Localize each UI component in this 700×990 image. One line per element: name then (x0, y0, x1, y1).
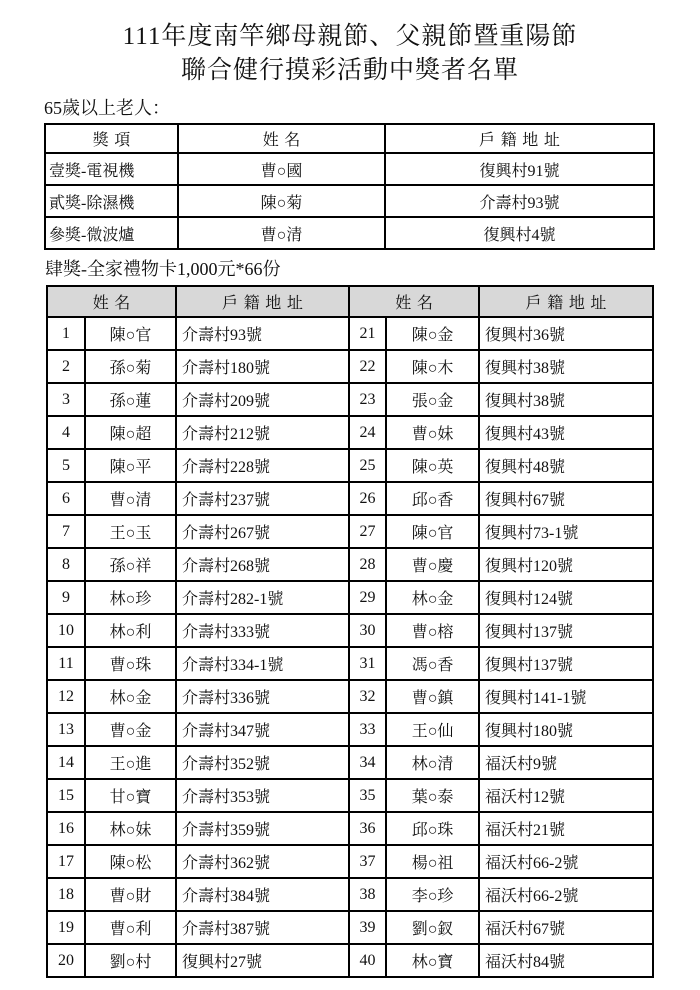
winner-name: 陳○官 (85, 317, 176, 350)
winner-number: 38 (349, 878, 386, 911)
winner-name: 葉○泰 (386, 779, 479, 812)
winner-name: 張○金 (386, 383, 479, 416)
winner-address: 復興村124號 (479, 581, 653, 614)
winner-name: 王○進 (85, 746, 176, 779)
winner-number: 35 (349, 779, 386, 812)
winner-name: 孫○蓮 (85, 383, 176, 416)
winner-address: 介壽村333號 (176, 614, 349, 647)
winner-address: 介壽村282-1號 (176, 581, 349, 614)
prize-row (45, 217, 654, 249)
winner-number: 2 (47, 350, 85, 383)
section-label: 65歲以上老人： (44, 98, 170, 118)
prize-cell: 壹獎-電視機 (45, 153, 178, 185)
winner-name: 曹○國 (178, 153, 385, 185)
winner-address: 介壽村387號 (176, 911, 349, 944)
winner-name: 孫○菊 (85, 350, 176, 383)
winner-row (47, 581, 653, 614)
winner-name: 陳○英 (386, 449, 479, 482)
winner-address: 復興村91號 (385, 153, 654, 185)
winner-address: 復興村4號 (385, 217, 654, 249)
winner-name: 馮○香 (386, 647, 479, 680)
address-header-cell: 戶籍地址 (176, 286, 349, 317)
winner-name: 李○珍 (386, 878, 479, 911)
winner-row (47, 680, 653, 713)
winner-address: 介壽村93號 (385, 185, 654, 217)
winner-address: 介壽村212號 (176, 416, 349, 449)
winner-name: 林○清 (386, 746, 479, 779)
winner-row (47, 944, 653, 977)
winner-address: 復興村38號 (479, 383, 653, 416)
winner-row (47, 449, 653, 482)
winner-number: 5 (47, 449, 85, 482)
winner-name: 林○利 (85, 614, 176, 647)
winner-name: 陳○木 (386, 350, 479, 383)
winner-address: 復興村141-1號 (479, 680, 653, 713)
winner-name: 曹○財 (85, 878, 176, 911)
prize-row (45, 153, 654, 185)
winner-number: 40 (349, 944, 386, 977)
winner-number: 36 (349, 812, 386, 845)
prize-header-cell: 獎項 (45, 124, 178, 153)
winner-number: 16 (47, 812, 85, 845)
winner-number: 18 (47, 878, 85, 911)
winner-address: 復興村27號 (176, 944, 349, 977)
prize-table (44, 123, 655, 250)
address-header-cell: 戶籍地址 (385, 124, 654, 153)
winner-number: 12 (47, 680, 85, 713)
winner-number: 34 (349, 746, 386, 779)
winner-address: 復興村73-1號 (479, 515, 653, 548)
winner-name: 邱○珠 (386, 812, 479, 845)
winner-number: 9 (47, 581, 85, 614)
winner-address: 介壽村93號 (176, 317, 349, 350)
prize-cell: 參獎-微波爐 (45, 217, 178, 249)
winner-number: 17 (47, 845, 85, 878)
winner-name: 曹○榕 (386, 614, 479, 647)
winner-address: 介壽村267號 (176, 515, 349, 548)
winner-name: 曹○慶 (386, 548, 479, 581)
winner-name: 孫○祥 (85, 548, 176, 581)
winner-address: 介壽村268號 (176, 548, 349, 581)
winner-number: 6 (47, 482, 85, 515)
winner-name: 王○玉 (85, 515, 176, 548)
winner-row (47, 614, 653, 647)
winner-row (47, 350, 653, 383)
prize-table-header-row (45, 124, 654, 153)
winner-address: 介壽村362號 (176, 845, 349, 878)
prize-cell: 貳獎-除濕機 (45, 185, 178, 217)
winner-address: 福沃村21號 (479, 812, 653, 845)
winner-address: 介壽村353號 (176, 779, 349, 812)
winner-address: 福沃村12號 (479, 779, 653, 812)
winner-name: 陳○菊 (178, 185, 385, 217)
winner-number: 23 (349, 383, 386, 416)
winner-name: 曹○鎮 (386, 680, 479, 713)
winner-number: 31 (349, 647, 386, 680)
winner-number: 20 (47, 944, 85, 977)
winner-name: 陳○金 (386, 317, 479, 350)
winner-name: 曹○金 (85, 713, 176, 746)
winner-number: 24 (349, 416, 386, 449)
document-title (0, 0, 700, 88)
winner-name: 林○寶 (386, 944, 479, 977)
winner-address: 復興村38號 (479, 350, 653, 383)
winner-number: 13 (47, 713, 85, 746)
winner-address: 福沃村67號 (479, 911, 653, 944)
winner-name: 林○金 (85, 680, 176, 713)
name-header-cell: 姓名 (178, 124, 385, 153)
winner-name: 曹○清 (178, 217, 385, 249)
winner-row (47, 845, 653, 878)
winner-row (47, 779, 653, 812)
title-line-1: 111年度南竿鄉母親節、父親節暨重陽節 (122, 23, 578, 50)
winner-address: 介壽村228號 (176, 449, 349, 482)
winner-row (47, 482, 653, 515)
winner-address: 復興村137號 (479, 614, 653, 647)
name-header-cell: 姓名 (349, 286, 479, 317)
winner-address: 福沃村66-2號 (479, 845, 653, 878)
winner-address: 介壽村352號 (176, 746, 349, 779)
winner-row (47, 878, 653, 911)
winner-number: 14 (47, 746, 85, 779)
winner-address: 復興村43號 (479, 416, 653, 449)
winner-name: 陳○平 (85, 449, 176, 482)
winner-name: 王○仙 (386, 713, 479, 746)
winner-name: 曹○妹 (386, 416, 479, 449)
winner-address: 復興村48號 (479, 449, 653, 482)
winner-number: 33 (349, 713, 386, 746)
winner-address: 復興村36號 (479, 317, 653, 350)
winner-address: 福沃村84號 (479, 944, 653, 977)
winner-address: 介壽村237號 (176, 482, 349, 515)
winner-number: 19 (47, 911, 85, 944)
winner-name: 曹○珠 (85, 647, 176, 680)
winner-number: 21 (349, 317, 386, 350)
winner-address: 介壽村336號 (176, 680, 349, 713)
winner-name: 甘○寶 (85, 779, 176, 812)
winner-number: 28 (349, 548, 386, 581)
winner-name: 邱○香 (386, 482, 479, 515)
winner-number: 1 (47, 317, 85, 350)
winner-number: 25 (349, 449, 386, 482)
winner-row (47, 647, 653, 680)
winner-address: 復興村120號 (479, 548, 653, 581)
winner-number: 7 (47, 515, 85, 548)
winner-number: 29 (349, 581, 386, 614)
winner-number: 22 (349, 350, 386, 383)
winner-number: 10 (47, 614, 85, 647)
winner-address: 福沃村66-2號 (479, 878, 653, 911)
winner-address: 復興村67號 (479, 482, 653, 515)
winner-address: 福沃村9號 (479, 746, 653, 779)
winner-number: 11 (47, 647, 85, 680)
winner-number: 32 (349, 680, 386, 713)
winner-number: 37 (349, 845, 386, 878)
winner-row (47, 383, 653, 416)
winner-row (47, 746, 653, 779)
winner-number: 15 (47, 779, 85, 812)
winner-address: 介壽村384號 (176, 878, 349, 911)
winner-number: 30 (349, 614, 386, 647)
winners-table (46, 285, 654, 978)
fourth-prize-note: 肆獎-全家禮物卡1,000元*66份 (45, 259, 281, 279)
winner-address: 介壽村359號 (176, 812, 349, 845)
winner-address: 介壽村334-1號 (176, 647, 349, 680)
winner-address: 復興村137號 (479, 647, 653, 680)
winner-name: 曹○清 (85, 482, 176, 515)
winner-row (47, 548, 653, 581)
winner-number: 8 (47, 548, 85, 581)
winner-row (47, 416, 653, 449)
name-header-cell: 姓名 (47, 286, 176, 317)
winner-number: 4 (47, 416, 85, 449)
winner-name: 林○金 (386, 581, 479, 614)
address-header-cell: 戶籍地址 (479, 286, 653, 317)
title-line-2: 聯合健行摸彩活動中獎者名單 (180, 57, 519, 84)
winner-address: 介壽村180號 (176, 350, 349, 383)
winner-address: 介壽村209號 (176, 383, 349, 416)
winner-address: 復興村180號 (479, 713, 653, 746)
winner-number: 3 (47, 383, 85, 416)
winner-name: 林○珍 (85, 581, 176, 614)
winner-number: 39 (349, 911, 386, 944)
prize-row (45, 185, 654, 217)
winner-row (47, 911, 653, 944)
winners-table-header-row (47, 286, 653, 317)
winner-name: 陳○松 (85, 845, 176, 878)
winner-name: 陳○官 (386, 515, 479, 548)
winner-row (47, 317, 653, 350)
winner-number: 27 (349, 515, 386, 548)
winner-row (47, 515, 653, 548)
winner-name: 楊○祖 (386, 845, 479, 878)
winner-number: 26 (349, 482, 386, 515)
winner-address: 介壽村347號 (176, 713, 349, 746)
winner-row (47, 713, 653, 746)
winner-name: 林○妹 (85, 812, 176, 845)
winner-name: 曹○利 (85, 911, 176, 944)
winner-name: 劉○釵 (386, 911, 479, 944)
winner-name: 陳○超 (85, 416, 176, 449)
winner-row (47, 812, 653, 845)
winner-name: 劉○村 (85, 944, 176, 977)
